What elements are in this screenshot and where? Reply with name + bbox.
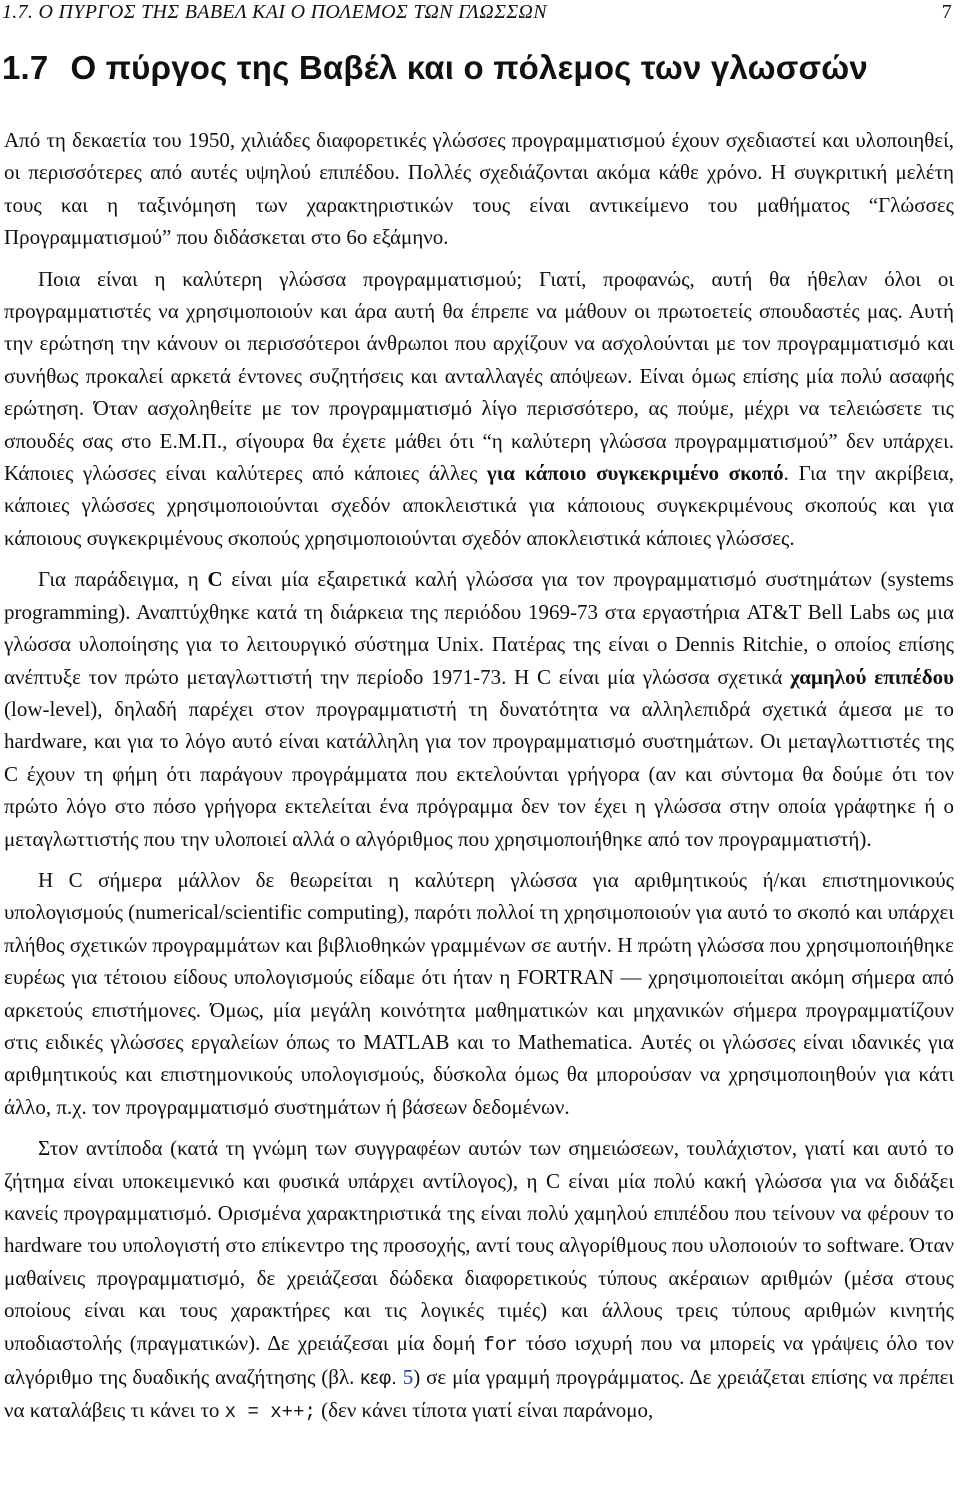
paragraph-5-text-a: Στον αντίποδα (κατά τη γνώμη των συγγραφέων αυτών των σημειώσεων, τουλάχιστον, γιατί και αυτό το ζήτημα είναι υποκειμενικό και φυσικά υπάρχει αντίλογος), η C είναι μία πολύ κακή γλώσσα για να διδάξει κανείς προγραμματισμό. Ορισμένα χαρακτηριστικά της είναι πολύ χαμηλού επιπέδου που τείνουν να φέρουν το hardware του υπολογιστή στο επίκεντρο της προσοχής, αντί τους αλγορίθμους που υλοποιούν το software. Όταν μαθαίνεις προγραμματισμό, δε χρειάζεσαι δώδεκα διαφορετικούς τύπους ακέραιων αριθμών (μέσα στους οποίους είναι και τους χαρακτήρες και τις λογικές τιμές) και άλλους τρεις τύπους αριθμών κινητής υποδιαστολής (πραγματικών). Δε χρειάζεσαι μία δομή (4, 1136, 954, 1355)
paragraph-5-text-c: τόσο ισχυρή που να μπορείς να γράψεις όλο τον αλγόριθμο της δυαδικής αναζήτησης (βλ. (4, 1330, 954, 1390)
paragraph-3-emphasis-c: C (207, 567, 223, 592)
paragraph-3-emphasis-low-level: χαμηλού επιπέδου (790, 664, 954, 689)
paragraph-5 (4, 1132, 954, 1429)
body-text (4, 124, 954, 1438)
paragraph-2-text-c: . Για την ακρίβεια, κάποιες γλώσσες χρησιμοποιούνται σχεδόν αποκλειστικά για κάποιους συγκεκριμένους σκοπούς και για κάποιους συγκεκριμένους σκοπούς χρησιμοποιούνται σχεδόν αποκλειστικά κάποιες γλώσσες. (4, 461, 954, 550)
paragraph-5-text-i: (δεν κάνει τίποτα γιατί είναι παράνομο, (315, 1398, 654, 1423)
running-header-title: 1.7. Ο ΠΥΡΓΟΣ ΤΗΣ ΒΑΒΕΛ ΚΑΙ Ο ΠΟΛΕΜΟΣ ΤΩΝ ΓΛΩΣΣΩΝ (2, 1, 547, 23)
running-header (2, 0, 952, 26)
paragraph-5-text-g: ) σε μία γραμμή προγράμματος. Δε χρειάζεται επίσης να πρέπει να καταλάβεις τι κάνει το (4, 1365, 955, 1423)
section-title: Ο πύργος της Βαβέλ και ο πόλεμος των γλωσσών (70, 49, 868, 86)
paragraph-2-text-a: Ποια είναι η καλύτερη γλώσσα προγραμματισμού; Γιατί, προφανώς, αυτή θα ήθελαν όλοι οι προγραμματιστές να χρησιμοποιούν και άρα αυτή θα έπρεπε να μάθουν οι πρωτοετείς σπουδαστές μας. Αυτή την ερώτηση την κάνουν οι περισσότεροι άνθρωποι που αρχίζουν να ασχολούνται με τον προγραμματισμό και συνήθως προκαλεί αρκετά έντονες συζητήσεις και ανταλλαγές απόψεων. Είναι όμως επίσης μία πολύ ασαφής ερώτηση. Όταν ασχοληθείτε με τον προγραμματισμό λίγο περισσότερο, ας πούμε, μέχρι να τελειώσετε τις σπουδές σας στο Ε.Μ.Π., σίγουρα θα έχετε μάθει ότι “η καλύτερη γλώσσα προγραμματισμού” δεν υπάρχει. Κάποιες γλώσσες είναι καλύτερες από κάποιες άλλες (4, 266, 954, 486)
chapter-abbrev: κεφ. (360, 1367, 397, 1390)
paragraph-3 (4, 563, 954, 855)
code-x-increment: x = x++; (224, 1401, 316, 1424)
page-number: 7 (941, 1, 952, 23)
paragraph-1 (4, 124, 954, 254)
paragraph-3-text-e: (low-level), δηλαδή παρέχει στον προγραμματιστή τη δυνατότητα να αλληλεπιδρά σχετικά άμεσα με το hardware, και για το λόγο αυτό είναι κατάλληλη για τον προγραμματισμό συστημάτων. Οι μεταγλωττιστές της C έχουν τη φήμη ότι παράγουν προγράμματα που εκτελούνται γρήγορα (αν και σύντομα θα δούμε ότι τον πρώτο λόγο στο πόσο γρήγορα εκτελείται ένα πρόγραμμα δεν τον έχει η γλώσσα στην οποία γράφτηκε ή ο μεταγλωττιστής που την υλοποιεί αλλά ο αλγόριθμος που χρησιμοποιήθηκε από τον προγραμματιστή). (4, 696, 954, 851)
section-heading (2, 48, 868, 88)
paragraph-1-text: Από τη δεκαετία του 1950, χιλιάδες διαφορετικές γλώσσες προγραμματισμού έχουν σχεδιαστεί και υλοποιηθεί, οι περισσότερες από αυτές υψηλού επιπέδου. Πολλές σχεδιάζονται ακόμα κάθε χρόνο. Η συγκριτική μελέτη τους και η ταξινόμηση των χαρακτηριστικών τους είναι αντικείμενο του μαθήματος “Γλώσσες Προγραμματισμού” που διδάσκεται στο 6ο εξάμηνο. (4, 128, 954, 250)
paragraph-4 (4, 864, 954, 1123)
paragraph-3-text-a: Για παράδειγμα, η (38, 567, 208, 592)
chapter-reference-link[interactable]: 5 (402, 1365, 414, 1390)
paragraph-4-text: Η C σήμερα μάλλον δε θεωρείται η καλύτερη γλώσσα για αριθμητικούς ή/και επιστημονικούς υπολογισμούς (numerical/scientific computing), παρότι πολλοί τη χρησιμοποιούν για αυτό το σκοπό και υπάρχει πλήθος σχετικών προγραμμάτων και βιβλιοθηκών γραμμένων σε αυτήν. Η πρώτη γλώσσα που χρησιμοποιήθηκε ευρέως για τέτοιου είδους υπολογισμούς είδαμε ότι ήταν η FORTRAN — χρησιμοποιείται ακόμη σήμερα από αρκετούς επιστήμονες. Όμως, μία μεγάλη κοινότητα μαθηματικών και μηχανικών σήμερα προγραμματίζουν στις ειδικές γλώσσες εργαλείων όπως το MATLAB και το Mathematica. Αυτές οι γλώσσες είναι ιδανικές για αριθμητικούς και επιστημονικούς υπολογισμούς, δύσκολα όμως θα μπορούσαν να χρησιμοποιηθούν για κάτι άλλο, π.χ. τον προγραμματισμό συστημάτων ή βάσεων δεδομένων. (4, 867, 954, 1119)
paragraph-2 (4, 263, 954, 555)
code-for: for (483, 1333, 518, 1356)
paragraph-2-emphasis: για κάποιο συγκεκριμένο σκοπό (486, 461, 784, 486)
paragraph-3-text-c: είναι μία εξαιρετικά καλή γλώσσα για τον προγραμματισμό συστημάτων (systems programming). Αναπτύχθηκε κατά τη διάρκεια της περιόδου 1969-73 στα εργαστήρια AT&T Bell Labs ως μια γλώσσα υλοποίησης για το λειτουργικό σύστημα Unix. Πατέρας της είναι ο Dennis Ritchie, ο οποίος επίσης ανέπτυξε τον πρώτο μεταγλωττιστή την περίοδο 1971-73. Η C είναι μία γλώσσα σχετικά (4, 567, 954, 689)
section-number: 1.7 (2, 49, 49, 86)
